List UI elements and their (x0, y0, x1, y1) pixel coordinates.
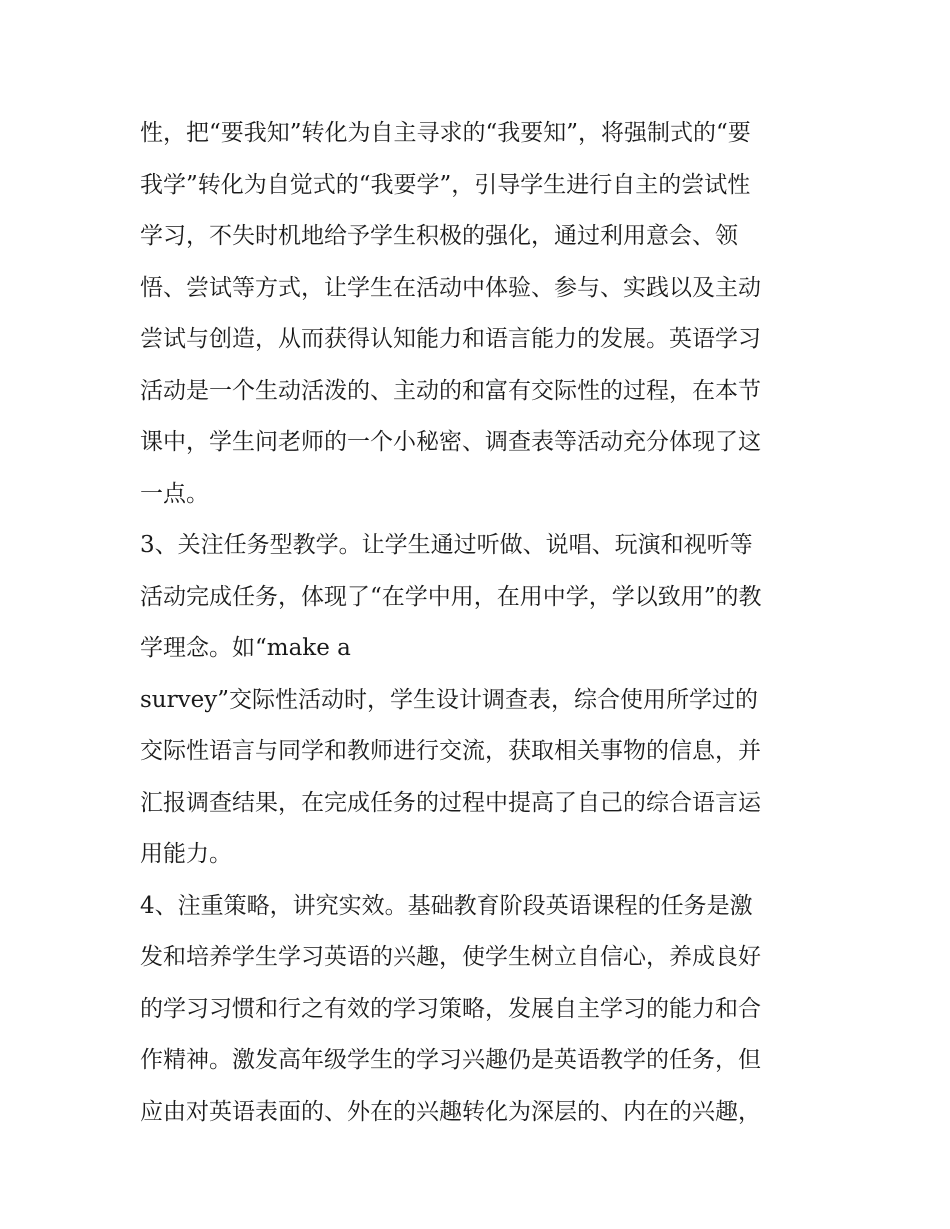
text-line: 学理念。如“make a (140, 635, 351, 661)
text-line: 3、关注任务型教学。让学生通过听做、说唱、玩演和视听等 (140, 532, 753, 558)
text-line: 汇报调查结果，在完成任务的过程中提高了自己的综合语言运 (140, 789, 761, 816)
text-line: 用能力。 (140, 841, 232, 867)
text-line: 一点。 (140, 480, 209, 507)
text-line: 活动是一个生动活泼的、主动的和富有交际性的过程，在本节 (140, 377, 761, 404)
text-line: 性，把“要我知”转化为自主寻求的“我要知”，将强制式的“要 (140, 120, 751, 146)
text-line: 4、注重策略，讲究实效。基础教育阶段英语课程的任务是激 (140, 892, 753, 919)
text-line: 悟、尝试等方式，让学生在活动中体验、参与、实践以及主动 (140, 274, 761, 301)
text-line: 交际性语言与同学和教师进行交流，获取相关事物的信息，并 (140, 738, 761, 764)
body-text (140, 108, 820, 1138)
text-line: 作精神。激发高年级学生的学习兴趣仍是英语教学的任务，但 (140, 1047, 761, 1073)
text-line: 应由对英语表面的、外在的兴趣转化为深层的、内在的兴趣， (140, 1098, 761, 1125)
text-line: 学习，不失时机地给予学生积极的强化，通过利用意会、领 (140, 223, 738, 249)
text-line: 我学”转化为自觉式的“我要学”，引导学生进行自主的尝试性 (140, 171, 751, 198)
text-line: 活动完成任务，体现了“在学中用，在用中学，学以致用”的教 (140, 583, 762, 610)
text-line: 的学习习惯和行之有效的学习策略，发展自主学习的能力和合 (140, 995, 761, 1022)
text-line: 课中，学生问老师的一个小秘密、调查表等活动充分体现了这 (140, 429, 761, 455)
text-line: 尝试与创造，从而获得认知能力和语言能力的发展。英语学习 (140, 326, 761, 352)
text-line: survey”交际性活动时，学生设计调查表，综合使用所学过的 (140, 686, 758, 713)
text-line: 发和培养学生学习英语的兴趣，使学生树立自信心，养成良好 (140, 944, 761, 970)
